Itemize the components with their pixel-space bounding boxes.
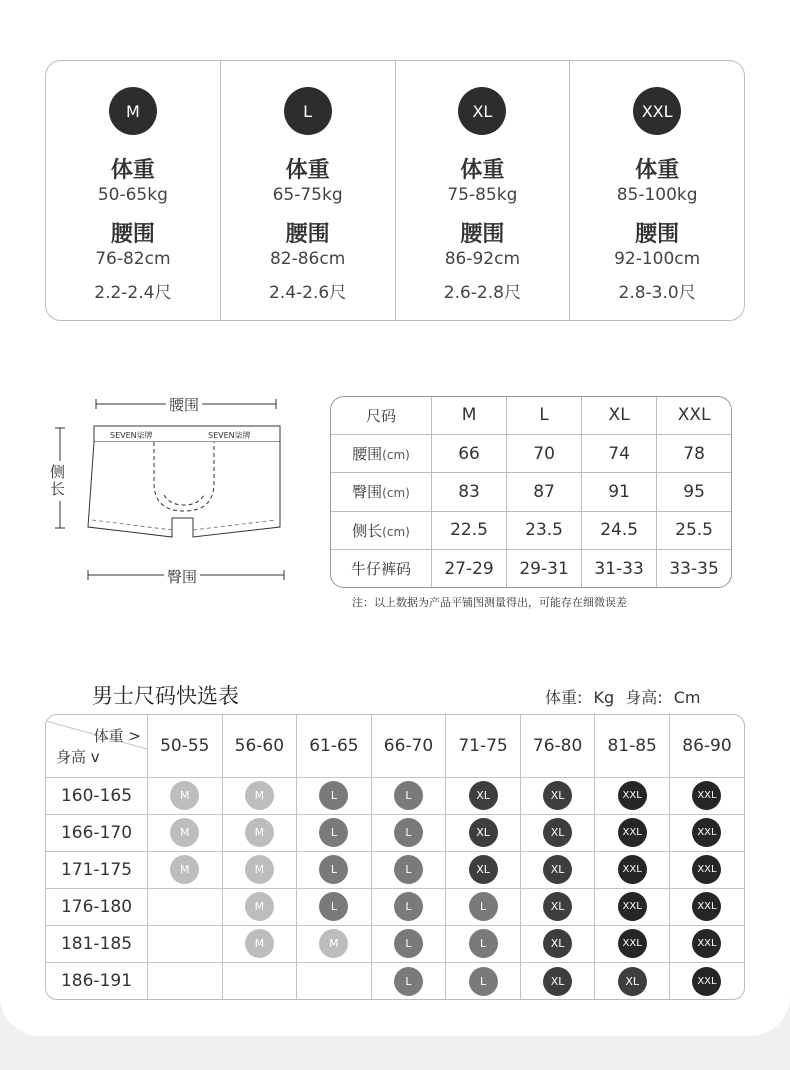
size-cell [520, 888, 595, 925]
table-cell: 31-33 [582, 550, 657, 588]
size-cell [446, 925, 521, 962]
waist-cm: 92-100cm [614, 249, 701, 269]
size-cell [148, 777, 223, 814]
size-cell [297, 814, 372, 851]
size-badge: M [109, 87, 157, 135]
size-cell [595, 925, 670, 962]
table-header-row [331, 397, 731, 434]
size-dot: XL [618, 967, 647, 996]
weight-header: 50-55 [148, 715, 223, 777]
measurement-note: 注：以上数据为产品平铺图测量得出，可能存在细微误差 [352, 596, 627, 609]
size-dot: M [319, 929, 348, 958]
header-cell: L [507, 397, 582, 434]
size-dot: XXL [692, 781, 721, 810]
weight-label: 体重 [110, 158, 155, 183]
table-row [46, 814, 744, 851]
size-cell [297, 851, 372, 888]
size-dot: L [394, 967, 423, 996]
table-cell: 91 [582, 473, 657, 511]
height-label: 176-180 [46, 888, 148, 925]
size-dot: XL [543, 892, 572, 921]
waist-label: 腰围 [635, 222, 680, 247]
weight-label: 体重 [460, 158, 505, 183]
size-dot: M [245, 781, 274, 810]
table-cell: 23.5 [507, 511, 582, 549]
size-dot: M [245, 855, 274, 884]
size-cell [595, 888, 670, 925]
height-label: 166-170 [46, 814, 148, 851]
weight-header: 66-70 [371, 715, 446, 777]
size-cell [148, 925, 223, 962]
size-cell [595, 851, 670, 888]
row-label [331, 473, 432, 511]
corner-cell [46, 715, 148, 777]
header-cell: XXL [657, 397, 731, 434]
row-unit: (cm) [382, 486, 410, 501]
table-row [331, 511, 731, 549]
size-cell [669, 925, 744, 962]
weight-label: 体重 [635, 158, 680, 183]
table-cell: 74 [582, 434, 657, 472]
size-dot: L [469, 892, 498, 921]
table-cell: 33-35 [657, 550, 731, 588]
height-label: 160-165 [46, 777, 148, 814]
size-cell [222, 925, 297, 962]
weight-header: 76-80 [520, 715, 595, 777]
size-dot: XL [543, 855, 572, 884]
size-cell [297, 777, 372, 814]
size-card-m [46, 61, 221, 320]
size-cell [520, 777, 595, 814]
waist-cm: 86-92cm [444, 249, 521, 269]
weight-label: 体重 [285, 158, 330, 183]
table-row [331, 434, 731, 472]
size-dot: L [394, 818, 423, 847]
size-cell [669, 963, 744, 1000]
size-cell [669, 851, 744, 888]
table-cell: 29-31 [507, 550, 582, 588]
size-cell [446, 888, 521, 925]
size-cell [446, 851, 521, 888]
size-cell [669, 888, 744, 925]
size-dot: L [319, 892, 348, 921]
header-cell: XL [582, 397, 657, 434]
size-cell [520, 925, 595, 962]
size-cell [148, 814, 223, 851]
size-badge: XXL [633, 87, 681, 135]
waist-label: 腰围 [110, 222, 155, 247]
weight-range: 75-85kg [447, 185, 518, 205]
waist-chi: 2.8-3.0尺 [618, 283, 696, 303]
size-dot: XXL [692, 967, 721, 996]
size-dot: XL [543, 818, 572, 847]
size-dot: M [245, 892, 274, 921]
size-cell [669, 814, 744, 851]
size-cell [222, 777, 297, 814]
size-card-l [221, 61, 396, 320]
size-dot: L [319, 781, 348, 810]
table-cell: 25.5 [657, 511, 731, 549]
size-dot: XL [469, 818, 498, 847]
corner-weight-label: 体重 > [93, 726, 141, 745]
row-unit: (cm) [382, 524, 410, 539]
table-row [46, 888, 744, 925]
table-row [46, 963, 744, 1000]
weight-range: 50-65kg [97, 185, 168, 205]
size-cell [297, 963, 372, 1000]
size-dot: L [394, 892, 423, 921]
table-row [46, 925, 744, 962]
size-dot: XXL [618, 929, 647, 958]
weight-range: 65-75kg [272, 185, 343, 205]
table-cell: 27-29 [432, 550, 507, 588]
row-label-text: 腰围 [352, 445, 383, 464]
weight-header: 61-65 [297, 715, 372, 777]
size-cell [520, 851, 595, 888]
row-label [331, 511, 432, 549]
size-cell [446, 814, 521, 851]
size-dot: XL [543, 781, 572, 810]
waist-chi: 2.6-2.8尺 [443, 283, 521, 303]
size-cell [595, 777, 670, 814]
row-unit: (cm) [382, 448, 410, 463]
size-cell [148, 963, 223, 1000]
table-cell: 22.5 [432, 511, 507, 549]
table-cell: 78 [657, 434, 731, 472]
row-label-text: 臀围 [352, 483, 383, 502]
header-cell: 尺码 [331, 397, 432, 434]
size-badge: L [284, 87, 332, 135]
size-dot: XXL [618, 781, 647, 810]
size-dot: M [245, 929, 274, 958]
size-dot: L [469, 967, 498, 996]
table-cell: 70 [507, 434, 582, 472]
side-measure-label: 侧长 [50, 461, 66, 501]
size-cell [371, 851, 446, 888]
size-cell [520, 814, 595, 851]
size-cell [669, 777, 744, 814]
size-dot: L [394, 929, 423, 958]
size-badge: XL [458, 87, 506, 135]
size-dot: XXL [618, 892, 647, 921]
waist-measure-label: 腰围 [166, 394, 202, 415]
table-row [46, 851, 744, 888]
size-cell [371, 777, 446, 814]
size-dot: M [170, 781, 199, 810]
size-dot: XXL [692, 929, 721, 958]
briefs-drawing [48, 385, 298, 590]
size-cell [297, 888, 372, 925]
size-dot: M [245, 818, 274, 847]
table-cell: 83 [432, 473, 507, 511]
waist-chi: 2.2-2.4尺 [94, 283, 172, 303]
table-cell: 66 [432, 434, 507, 472]
row-label-text: 牛仔裤码 [350, 560, 411, 578]
size-cell [222, 963, 297, 1000]
size-cell [222, 851, 297, 888]
row-label [331, 550, 432, 588]
size-dot: L [394, 855, 423, 884]
waist-chi: 2.4-2.6尺 [269, 283, 347, 303]
size-dot: XL [469, 855, 498, 884]
size-cell [595, 814, 670, 851]
size-dot: L [319, 855, 348, 884]
measurement-diagram [48, 385, 298, 590]
weight-header-row [46, 715, 744, 777]
size-dot: XXL [692, 855, 721, 884]
weight-header: 81-85 [595, 715, 670, 777]
waist-label: 腰围 [460, 222, 505, 247]
size-cell [446, 777, 521, 814]
height-label: 181-185 [46, 925, 148, 962]
size-cell [148, 851, 223, 888]
size-cell [371, 963, 446, 1000]
height-label: 171-175 [46, 851, 148, 888]
size-dot: L [469, 929, 498, 958]
table-row [46, 777, 744, 814]
size-cell [148, 888, 223, 925]
size-dot: XL [543, 929, 572, 958]
size-cell [371, 925, 446, 962]
size-cell [446, 963, 521, 1000]
weight-range: 85-100kg [616, 185, 698, 205]
row-label [331, 434, 432, 472]
row-label-text: 侧长 [352, 521, 383, 540]
quick-select-units: 体重: Kg 身高: Cm [545, 688, 701, 707]
weight-header: 56-60 [222, 715, 297, 777]
waist-cm: 76-82cm [95, 249, 171, 269]
size-dot: XXL [692, 892, 721, 921]
size-dot: L [319, 818, 348, 847]
size-cell [222, 888, 297, 925]
size-cell [520, 963, 595, 1000]
table-cell: 87 [507, 473, 582, 511]
waist-label: 腰围 [285, 222, 330, 247]
size-dot: XL [469, 781, 498, 810]
size-card-xl [396, 61, 571, 320]
waist-cm: 82-86cm [269, 249, 346, 269]
quick-select-table [45, 714, 745, 1000]
weight-header: 71-75 [446, 715, 521, 777]
quick-select-title: 男士尺码快选表 [92, 684, 239, 708]
size-cell [222, 814, 297, 851]
size-cell [371, 888, 446, 925]
size-cell [595, 963, 670, 1000]
size-dot: XXL [618, 818, 647, 847]
size-cards [45, 60, 745, 321]
brand-text-right: SEVEN柒牌 [208, 431, 251, 440]
size-cell [371, 814, 446, 851]
size-dot: L [394, 781, 423, 810]
table-row [331, 550, 731, 588]
hip-measure-label: 臀围 [164, 566, 200, 587]
size-dot: XXL [692, 818, 721, 847]
size-spec-table [330, 396, 732, 588]
height-label: 186-191 [46, 963, 148, 1000]
corner-height-label: 身高 v [56, 747, 100, 766]
table-cell: 95 [657, 473, 731, 511]
brand-text-left: SEVEN柒牌 [110, 431, 153, 440]
size-dot: M [170, 855, 199, 884]
size-card-xxl [570, 61, 744, 320]
size-cell [297, 925, 372, 962]
header-cell: M [432, 397, 507, 434]
size-dot: M [170, 818, 199, 847]
weight-header: 86-90 [669, 715, 744, 777]
table-row [331, 473, 731, 511]
size-dot: XXL [618, 855, 647, 884]
size-dot: XL [543, 967, 572, 996]
table-cell: 24.5 [582, 511, 657, 549]
